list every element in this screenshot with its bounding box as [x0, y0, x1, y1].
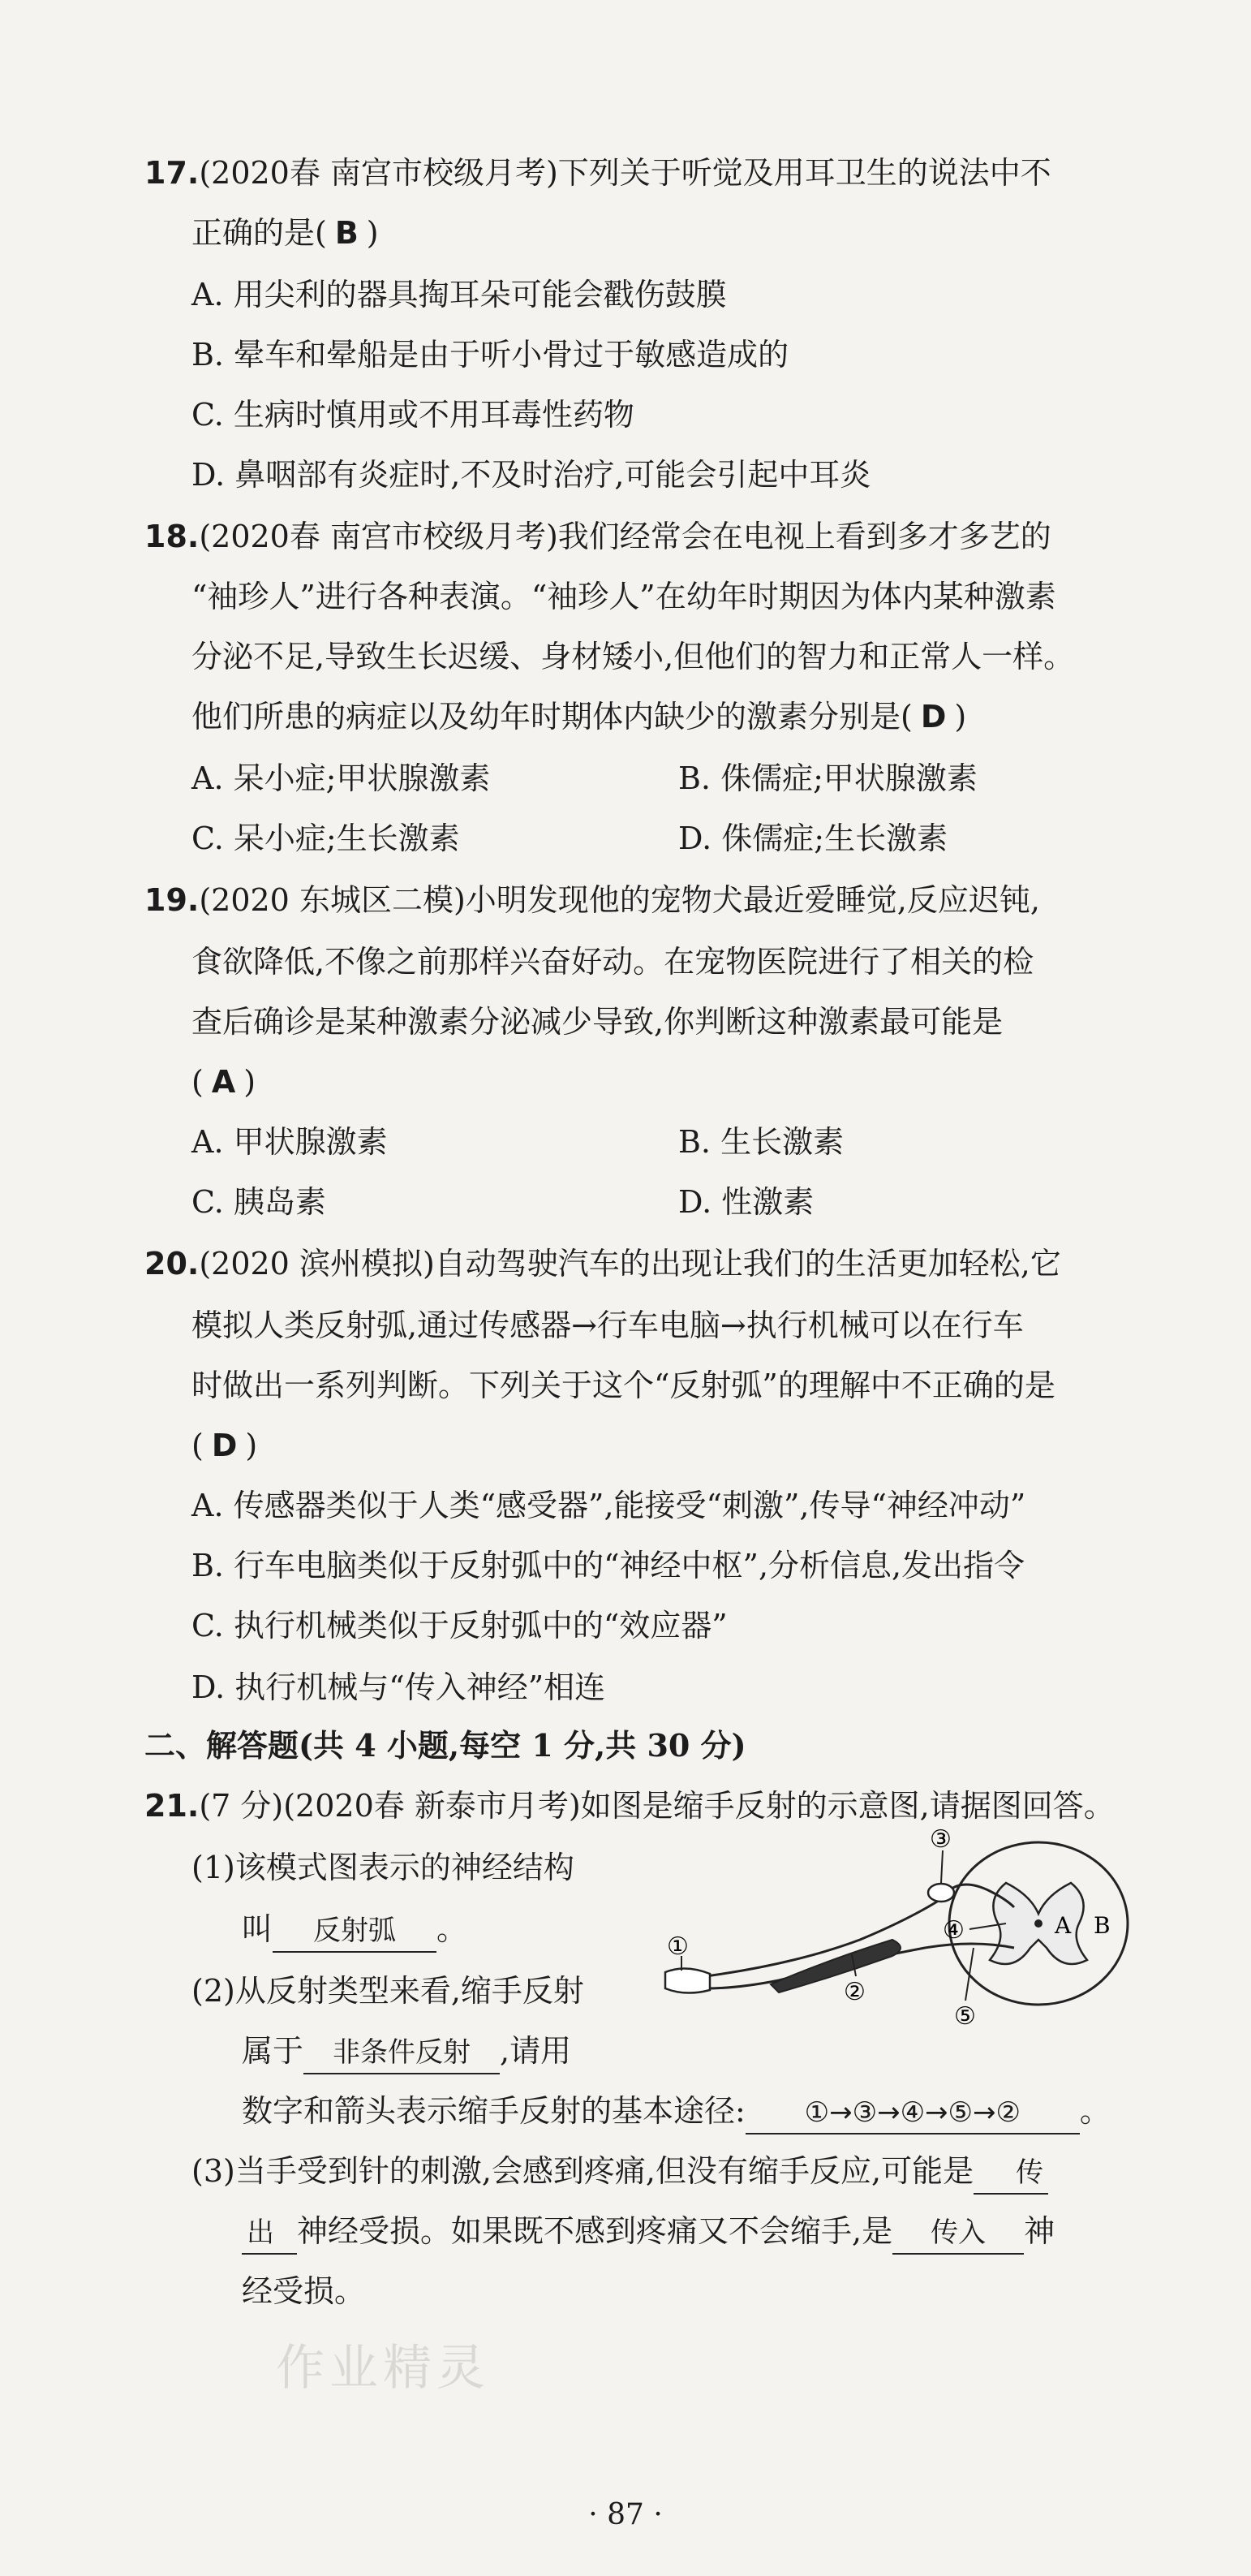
q21-part2-b: 属于 非条件反射 ,请用: [242, 2031, 571, 2074]
q19-option-d: D. 性激素: [678, 1184, 815, 1220]
q19-option-c: C. 胰岛素: [191, 1184, 326, 1220]
q20-line2: 模拟人类反射弧,通过传感器→行车电脑→执行机械可以在行车: [191, 1307, 1024, 1343]
q21-part3-a: (3)当手受到针的刺激,会感到疼痛,但没有缩手反应,可能是 传: [191, 2151, 1048, 2195]
q21-blank-4b: 出: [242, 2212, 297, 2255]
q17-line1: 17.(2020春 南宫市校级月考)下列关于听觉及用耳卫生的说法中不: [144, 155, 1051, 191]
q20-line1: 20.(2020 滨州模拟)自动驾驶汽车的出现让我们的生活更加轻松,它: [144, 1246, 1061, 1282]
q19-line1: 19.(2020 东城区二模)小明发现他的宠物犬最近爱睡觉,反应迟钝,: [144, 882, 1040, 918]
q19-answer: A: [211, 1064, 236, 1100]
label-B: B: [1094, 1912, 1111, 1939]
q21-blank-3: ①→③→④→⑤→②: [746, 2092, 1080, 2134]
q20-option-c: C. 执行机械类似于反射弧中的“效应器”: [191, 1608, 728, 1643]
q17-option-b: B. 晕车和晕船是由于听小骨过于敏感造成的: [191, 337, 789, 373]
watermark: 作业精灵: [276, 2340, 490, 2397]
q18-answer: D: [920, 699, 947, 734]
q19-line2: 食欲降低,不像之前那样兴奋好动。在宠物医院进行了相关的检: [191, 944, 1034, 980]
q17-line2: 正确的是( B ): [191, 215, 379, 251]
q21-part3-b: 出 神经受损。如果既不感到疼痛又不会缩手,是 传入 神: [242, 2211, 1055, 2255]
q21-part2-a: (2)从反射类型来看,缩手反射: [191, 1973, 584, 2009]
q19-line4: ( A ): [191, 1064, 256, 1100]
label-2: ②: [844, 1978, 866, 2006]
q18-line1: 18.(2020春 南宫市校级月考)我们经常会在电视上看到多才多艺的: [144, 519, 1051, 554]
q18-option-c: C. 呆小症;生长激素: [191, 821, 460, 856]
ganglion: [928, 1884, 954, 1902]
q18-option-b: B. 侏儒症;甲状腺激素: [678, 760, 978, 796]
q20-line3: 时做出一系列判断。下列关于这个“反射弧”的理解中不正确的是: [191, 1368, 1055, 1403]
q19-line3: 查后确诊是某种激素分泌减少导致,你判断这种激素最可能是: [191, 1004, 1004, 1040]
q21-blank-5: 传入: [892, 2212, 1024, 2255]
q18-line4: 他们所患的病症以及幼年时期体内缺少的激素分别是( D ): [191, 699, 967, 734]
q18-line2: “袖珍人”进行各种表演。“袖珍人”在幼年时期因为体内某种激素: [191, 579, 1056, 614]
q21-part2-c: 数字和箭头表示缩手反射的基本途径: ①→③→④→⑤→② 。: [242, 2091, 1111, 2134]
q18-option-a: A. 呆小症;甲状腺激素: [191, 760, 491, 796]
q19-option-b: B. 生长激素: [678, 1124, 845, 1160]
label-A: A: [1055, 1912, 1072, 1939]
q20-line4: ( D ): [191, 1428, 258, 1463]
q20-option-b: B. 行车电脑类似于反射弧中的“神经中枢”,分析信息,发出指令: [191, 1548, 1025, 1583]
q20-option-a: A. 传感器类似于人类“感受器”,能接受“刺激”,传导“神经冲动”: [191, 1488, 1026, 1523]
q17-option-d: D. 鼻咽部有炎症时,不及时治疗,可能会引起中耳炎: [191, 457, 871, 493]
q17-option-c: C. 生病时慎用或不用耳毒性药物: [191, 397, 634, 433]
label-4: ④: [943, 1916, 965, 1945]
q21-blank-4a: 传: [974, 2152, 1048, 2195]
label-1: ①: [667, 1932, 689, 1961]
page-number: · 87 ·: [588, 2498, 663, 2531]
q18-option-d: D. 侏儒症;生长激素: [678, 821, 948, 856]
q21-part3-c: 经受损。: [242, 2273, 366, 2309]
q19-option-a: A. 甲状腺激素: [191, 1124, 388, 1160]
q21-blank-2: 非条件反射: [303, 2032, 500, 2074]
q17-option-a: A. 用尖利的器具掏耳朵可能会戳伤鼓膜: [191, 277, 727, 312]
label-5: ⑤: [954, 2002, 976, 2029]
q21-part1-b: 叫 反射弧 。: [242, 1909, 467, 1953]
reflex-arc-diagram: [649, 1818, 1152, 2029]
q21-intro: 21.(7 分)(2020春 新泰市月考)如图是缩手反射的示意图,请据图回答。: [144, 1788, 1115, 1824]
q20-option-d: D. 执行机械与“传入神经”相连: [191, 1669, 606, 1705]
q17-answer: B: [334, 215, 359, 251]
q18-line3: 分泌不足,导致生长迟缓、身材矮小,但他们的智力和正常人一样。: [191, 639, 1075, 674]
section-heading: 二、解答题(共 4 小题,每空 1 分,共 30 分): [144, 1727, 746, 1764]
q17-number: 17.: [144, 155, 200, 191]
q20-answer: D: [211, 1428, 238, 1463]
hand-receptor: [665, 1968, 710, 1992]
q21-blank-1: 反射弧: [273, 1910, 436, 1953]
q21-part1-a: (1)该模式图表示的神经结构: [191, 1850, 574, 1885]
label-3: ③: [930, 1825, 952, 1854]
